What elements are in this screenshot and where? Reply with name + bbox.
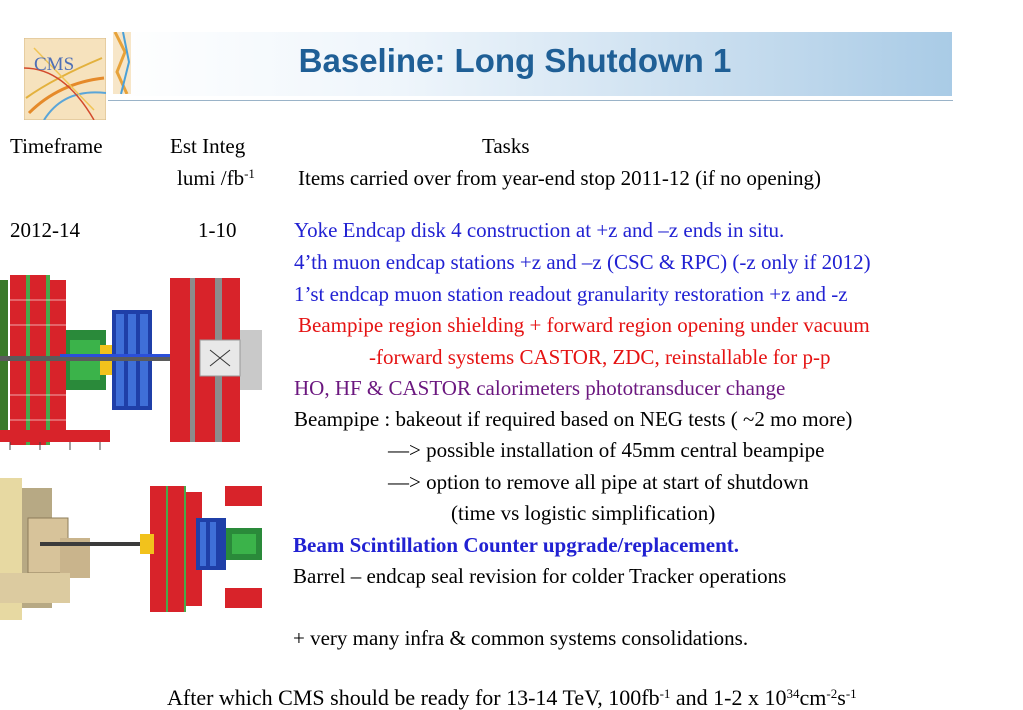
task-item: Beam Scintillation Counter upgrade/replacement.: [293, 533, 740, 557]
header-lumi: [177, 166, 255, 190]
footer-text-d: s: [837, 685, 846, 710]
row-lumi: 1-10: [198, 218, 237, 242]
slide-title: Baseline: Long Shutdown 1: [298, 42, 732, 79]
task-item: Beampipe region shielding + forward region opening under vacuum: [298, 313, 870, 337]
footer-exp-c: -2: [826, 686, 838, 701]
task-item: 1’st endcap muon station readout granularity restoration +z and -z: [294, 282, 848, 306]
footer-text-c: cm: [799, 685, 827, 710]
header-carried-over: Items carried over from year-end stop 2011-12 (if no opening): [298, 166, 822, 190]
footer-text-b: and 1-2 x 10: [670, 685, 787, 710]
detector-endcap-image: [0, 270, 262, 450]
task-item: HO, HF & CASTOR calorimeters phototransducer change: [294, 376, 786, 400]
task-item: ––> possible installation of 45mm central beampipe: [388, 438, 825, 462]
footer-statement: [167, 686, 857, 710]
header-lumi-exponent: -1: [244, 166, 255, 181]
header-est-integ: Est Integ: [170, 134, 246, 158]
task-item: Barrel – endcap seal revision for colder Tracker operations: [293, 564, 787, 588]
header-timeframe: Timeframe: [10, 134, 103, 158]
task-item: 4’th muon endcap stations +z and –z (CSC & RPC) (-z only if 2012): [294, 250, 871, 274]
footer-exp-b: 34: [786, 686, 800, 701]
task-item: + very many infra & common systems consolidations.: [293, 626, 749, 650]
row-timeframe: 2012-14: [10, 218, 80, 242]
task-item: (time vs logistic simplification): [451, 501, 716, 525]
task-item: Yoke Endcap disk 4 construction at +z and –z ends in situ.: [294, 218, 785, 242]
footer-exp-a: -1: [659, 686, 671, 701]
header-lumi-text: lumi /fb: [177, 166, 245, 190]
title-underline: [108, 100, 953, 101]
task-item: -forward systems CASTOR, ZDC, reinstallable for p-p: [369, 345, 831, 369]
task-item: Beampipe : bakeout if required based on NEG tests ( ~2 mo more): [294, 407, 853, 431]
header-tasks: Tasks: [482, 134, 530, 158]
task-item: ––> option to remove all pipe at start of shutdown: [388, 470, 809, 494]
logo-text: CMS: [34, 54, 75, 75]
cms-logo: [24, 38, 106, 120]
detector-forward-image: [0, 478, 262, 620]
footer-text-a: After which CMS should be ready for 13-14 TeV, 100fb: [167, 685, 660, 710]
footer-exp-d: -1: [845, 686, 857, 701]
